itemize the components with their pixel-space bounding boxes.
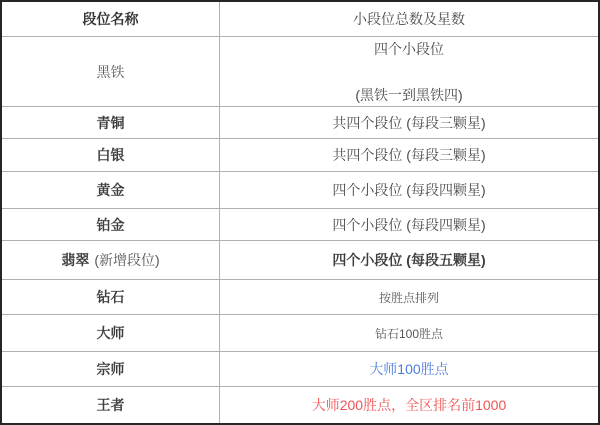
tier-name: 白银 bbox=[96, 147, 125, 163]
table-row-gold bbox=[2, 171, 598, 208]
table-row-bronze bbox=[2, 106, 598, 138]
tier-name: 黄金 bbox=[96, 182, 125, 198]
tier-detail-line1: 四个小段位 bbox=[374, 40, 444, 57]
tier-detail: 四个小段位 (每段四颗星) bbox=[332, 182, 486, 198]
table-row-iron bbox=[2, 36, 598, 106]
column-header-tier: 段位名称 bbox=[2, 2, 220, 36]
table-row-king bbox=[2, 386, 598, 423]
tier-detail: 四个小段位 (每段四颗星) bbox=[332, 216, 486, 233]
tier-detail: 大师200胜点，全区排名前1000 bbox=[311, 397, 507, 413]
table-row-diamond bbox=[2, 279, 598, 314]
table-header-row bbox=[2, 2, 598, 36]
column-header-detail: 小段位总数及星数 bbox=[353, 11, 465, 27]
tier-name: 青铜 bbox=[96, 114, 125, 131]
table-row-platinum bbox=[2, 208, 598, 240]
table-row-grandmaster bbox=[2, 351, 598, 386]
tier-detail: 按胜点排列 bbox=[378, 290, 439, 305]
tier-detail: 共四个段位 (每段三颗星) bbox=[332, 114, 486, 131]
tier-detail: 钻石100胜点 bbox=[374, 326, 444, 341]
table-row-master bbox=[2, 314, 598, 351]
tier-detail: 四个小段位 (每段五颗星) bbox=[332, 252, 486, 268]
tier-name: 宗师 bbox=[96, 361, 125, 377]
tier-detail: 共四个段位 (每段三颗星) bbox=[332, 147, 486, 163]
table-row-emerald bbox=[2, 240, 598, 279]
tier-name: 翡翠 bbox=[61, 252, 90, 268]
tier-name: 王者 bbox=[96, 397, 125, 413]
tier-name: 铂金 bbox=[96, 216, 125, 233]
tier-name: 钻石 bbox=[96, 289, 125, 305]
tier-name: 大师 bbox=[96, 325, 125, 341]
table-row-silver bbox=[2, 138, 598, 171]
tier-note: (新增段位) bbox=[94, 252, 160, 268]
tier-name: 黑铁 bbox=[96, 63, 125, 80]
tier-detail: 大师100胜点 bbox=[369, 361, 449, 377]
tier-detail-line2: (黑铁一到黑铁四) bbox=[355, 86, 463, 103]
